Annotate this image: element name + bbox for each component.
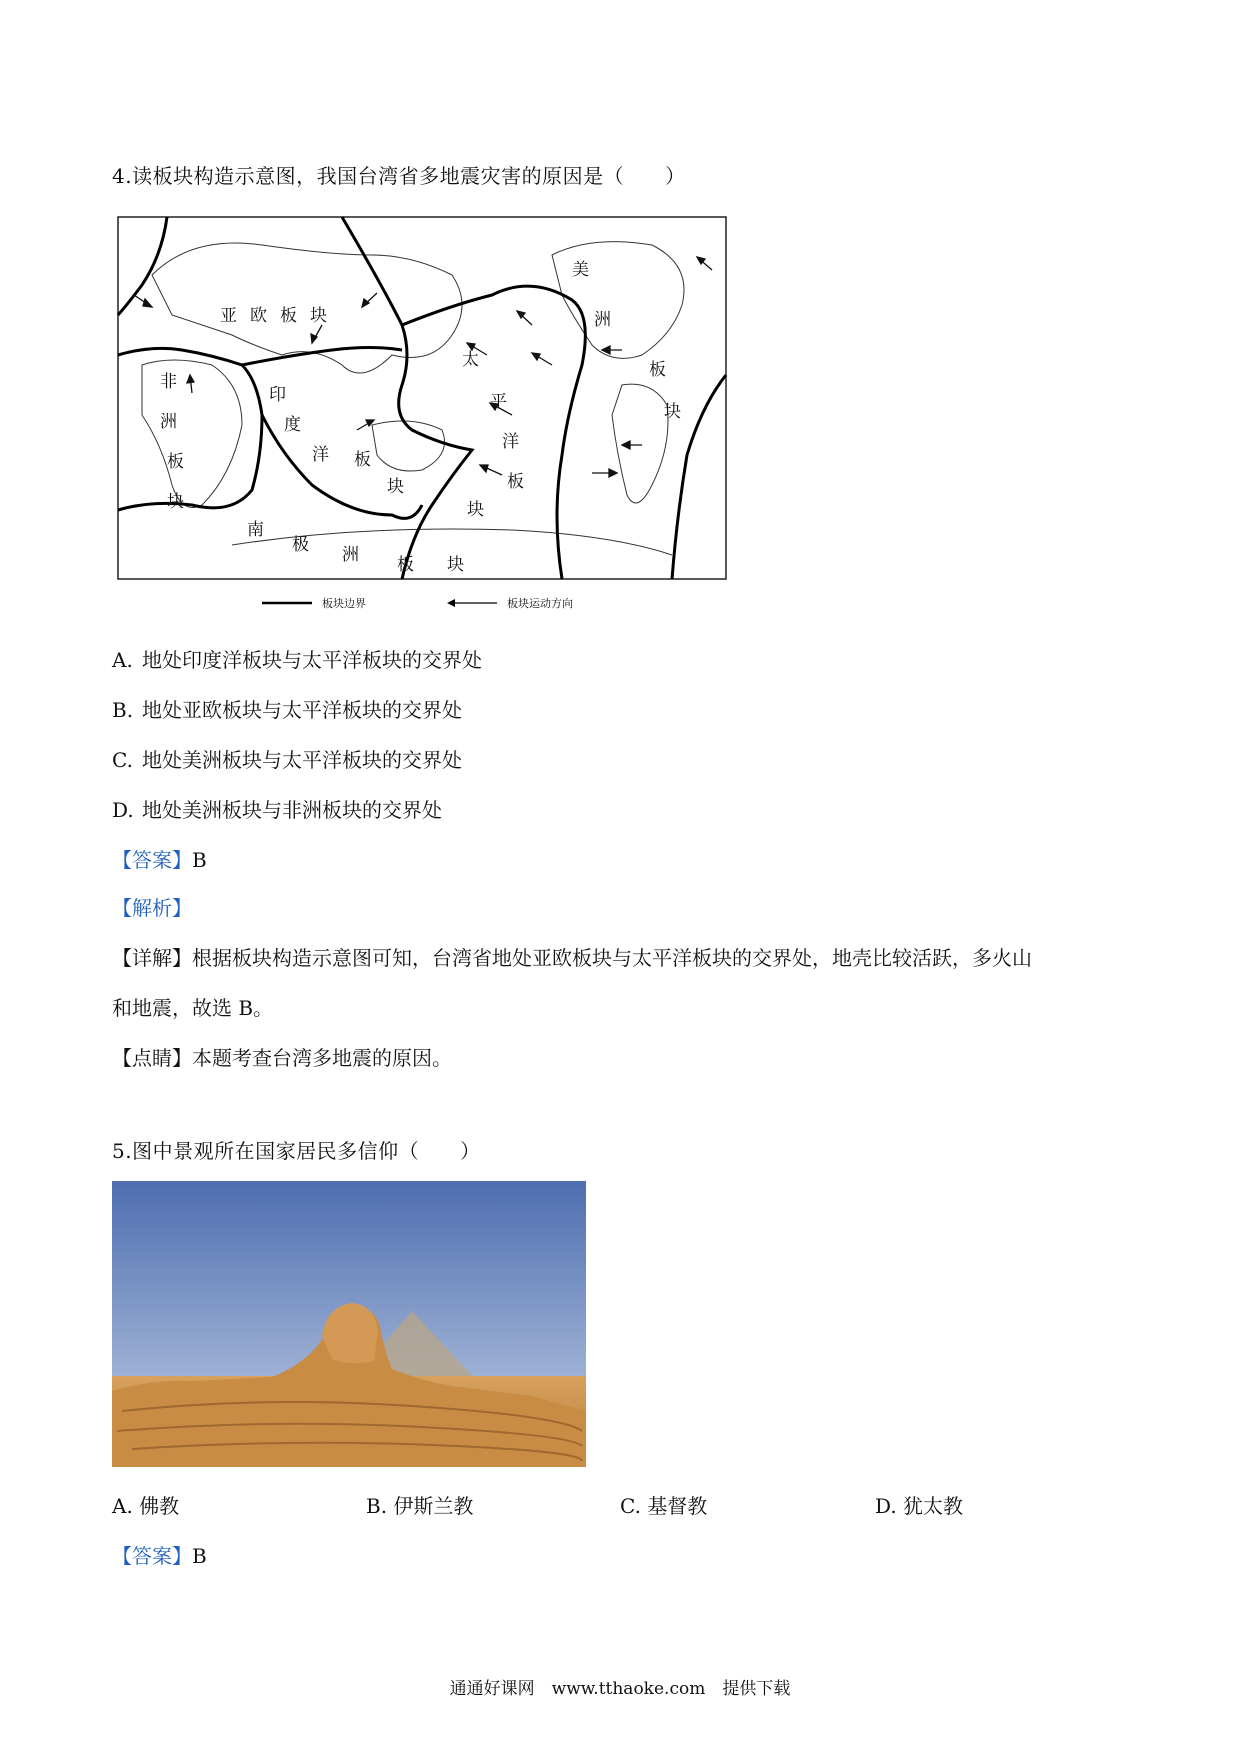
label-antarctic-5: 块 [447, 555, 464, 575]
label-pacific-1: 太 [462, 350, 479, 370]
label-indian-4: 板 [354, 450, 371, 470]
label-pacific-4: 板 [507, 472, 524, 492]
label-pacific-5: 块 [467, 500, 484, 520]
q5-answer [112, 1540, 207, 1569]
label-antarctic-4: 板 [397, 555, 414, 575]
plate-map-svg [112, 215, 732, 615]
label-eurasia-2: 欧 [250, 306, 267, 326]
label-africa-4: 块 [167, 492, 184, 512]
q4-option-b-text: 地处亚欧板块与太平洋板块的交界处 [142, 698, 462, 722]
label-eurasia-3: 板 [280, 306, 297, 326]
label-africa-1: 非 [160, 372, 177, 392]
q4-option-d-text: 地处美洲板块与非洲板块的交界处 [142, 798, 442, 822]
q4-answer-value: B [192, 848, 207, 872]
q4-analysis-tag: 【解析】 [112, 896, 192, 920]
q4-point-tag: 【点睛】 [112, 1046, 192, 1070]
q4-analysis [112, 892, 192, 921]
q4-option-c-text: 地处美洲板块与太平洋板块的交界处 [142, 748, 462, 772]
label-indian-2: 度 [284, 415, 301, 435]
q5-option-a [112, 1490, 179, 1519]
plate-tectonics-map [112, 215, 732, 615]
q4-answer-tag: 【答案】 [112, 848, 192, 872]
q4-option-b [112, 694, 462, 723]
legend-boundary-label: 板块边界 [322, 597, 366, 610]
q5-option-c-letter: C. [620, 1494, 641, 1518]
q4-option-a-text: 地处印度洋板块与太平洋板块的交界处 [142, 648, 482, 672]
q4-option-d [112, 794, 442, 823]
map-legend [262, 596, 573, 610]
q4-point [112, 1042, 452, 1071]
q4-detail-line-2: 和地震，故选 B。 [112, 996, 274, 1020]
label-africa-3: 板 [167, 452, 184, 472]
q4-option-b-letter: B. [112, 698, 134, 722]
q5-answer-tag: 【答案】 [112, 1544, 192, 1568]
question-4-stem: 4.读板块构造示意图，我国台湾省多地震灾害的原因是（ ） [112, 164, 686, 188]
label-eurasia-1: 亚 [220, 306, 237, 326]
q5-option-b-letter: B. [366, 1494, 388, 1518]
q4-option-a [112, 644, 482, 673]
q4-answer [112, 844, 207, 873]
q5-option-a-letter: A. [112, 1494, 133, 1518]
label-antarctic-1: 南 [247, 520, 264, 540]
label-antarctic-3: 洲 [342, 545, 359, 565]
label-pacific-3: 洋 [502, 432, 519, 452]
q4-detail-text-1: 根据板块构造示意图可知，台湾省地处亚欧板块与太平洋板块的交界处，地壳比较活跃，多火山 [192, 946, 1032, 970]
q4-point-text: 本题考查台湾多地震的原因。 [192, 1046, 452, 1070]
q5-option-c [620, 1490, 707, 1519]
q4-option-c-letter: C. [112, 748, 133, 772]
q5-answer-value: B [192, 1544, 207, 1568]
sphinx-photo [112, 1181, 586, 1467]
label-america-4: 块 [664, 402, 681, 422]
q5-option-d-text: 犹太教 [903, 1494, 964, 1518]
label-indian-3: 洋 [312, 445, 329, 465]
label-america-2: 洲 [594, 310, 611, 330]
label-antarctic-2: 极 [292, 535, 309, 555]
q4-option-a-letter: A. [112, 648, 133, 672]
q4-option-c [112, 744, 462, 773]
label-indian-1: 印 [269, 385, 286, 405]
q5-option-b [366, 1490, 473, 1519]
q5-option-c-text: 基督教 [647, 1494, 708, 1518]
q5-option-b-text: 伊斯兰教 [393, 1494, 474, 1518]
label-america-1: 美 [572, 260, 589, 280]
question-5-stem: 5.图中景观所在国家居民多信仰（ ） [112, 1139, 481, 1163]
legend-arrow-head [447, 599, 455, 607]
label-pacific-2: 平 [490, 392, 507, 412]
q4-detail-line-1 [112, 942, 1032, 971]
legend-direction-label: 板块运动方向 [507, 597, 573, 610]
label-eurasia-4: 块 [310, 306, 327, 326]
label-africa-2: 洲 [160, 412, 177, 432]
q5-option-d-letter: D. [875, 1494, 897, 1518]
q5-option-d [875, 1490, 963, 1519]
label-america-3: 板 [649, 360, 666, 380]
page-footer: 通通好课网 www.tthaoke.com 提供下载 [449, 1679, 791, 1699]
q4-detail-tag: 【详解】 [112, 946, 192, 970]
sphinx-photo-svg [112, 1181, 586, 1467]
q5-option-a-text: 佛教 [139, 1494, 180, 1518]
label-indian-5: 块 [387, 477, 404, 497]
q4-option-d-letter: D. [112, 798, 134, 822]
